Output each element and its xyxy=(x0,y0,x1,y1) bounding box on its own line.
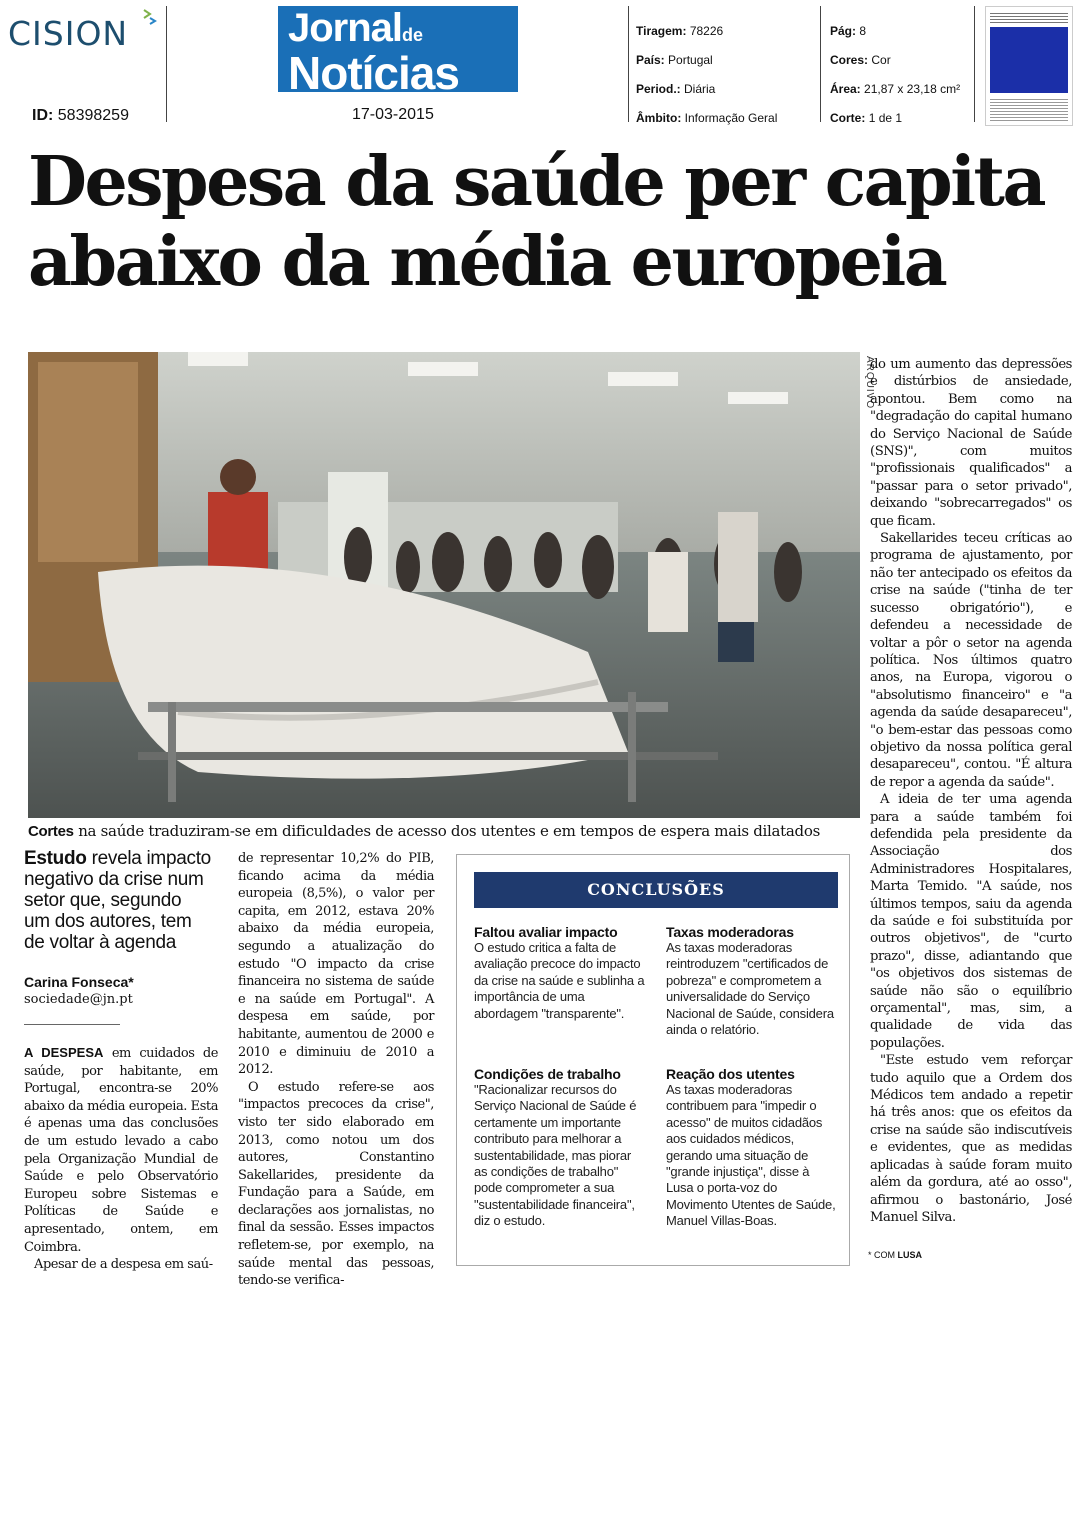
author-name: Carina Fonseca* xyxy=(24,974,134,990)
conclusion-item: Faltou avaliar impacto O estudo critica a falta de avaliação precoce do impacto da crise na saúde e sublinha a importância de uma abordagem "transparente". xyxy=(474,924,645,1021)
meta-left: Tiragem: 78226 País: Portugal Period.: Diária Âmbito: Informação Geral xyxy=(636,24,778,125)
article-column-2: de representar 10,2% do PIB, ficando acima da média europeia (8,5%), o valor per capita, em 2012, estava 20% abaixo da média europeia, segundo a atualização do estudo "O impacto da crise financeira no sistema de saúde e na saúde em Portugal". A despesa em saúde, por habitante, aumentou de 2000 e 2010 e diminuiu de 2010 a 2012. O estudo refere-se aos "impactos precoces da crise", visto ter sido elaborado em 2013, como notou um dos autores, Constantino Sakellarides, presidente da Fundação para a Saúde, em declarações aos jornalistas, no final da sessão. Esses impactos refletem-se, por exemplo, na saúde mental das pessoas, tendo-se verifica- xyxy=(238,851,434,1289)
divider xyxy=(628,6,629,122)
jornal-de-noticias-logo: Jornalde Notícias xyxy=(278,6,518,92)
author-email[interactable]: sociedade@jn.pt xyxy=(24,992,133,1007)
page-thumbnail xyxy=(985,6,1073,126)
article-column-1: A DESPESA em cuidados de saúde, por habitante, em Portugal, encontra-se 20% abaixo da média europeia. Esta é apenas uma das conclusões de um estudo levado a cabo pela Organização Mundial de Saúde e pelo Observatório Europeu sobre Sistemas e Políticas de Saúde e apresentado, ontem, em Coimbra. Apesar de a despesa em saú- xyxy=(24,1045,218,1273)
photo-caption: Cortes na saúde traduziram-se em dificuldades de acesso dos utentes e em tempos de espera mais dilatados xyxy=(28,822,820,840)
photo-credit: ARQUIVO xyxy=(864,356,875,410)
cision-mark-icon xyxy=(142,8,158,28)
hospital-waiting-room-photo xyxy=(28,352,860,818)
conclusion-item: Reação dos utentes As taxas moderadoras contribuem para "impedir o acesso" de muitos cidadãos aos cuidados médicos, gerando uma situação de "grande injustiça", disse à Lusa o porta-voz do Movimento Utentes de Saúde, Manuel Villas-Boas. xyxy=(666,1066,836,1229)
divider xyxy=(166,6,167,122)
meta-right: Pág: 8 Cores: Cor Área: 21,87 x 23,18 cm² Corte: 1 de 1 xyxy=(830,24,961,125)
sign-off: * COM LUSA xyxy=(868,1250,923,1260)
conclusion-item: Condições de trabalho "Racionalizar recursos do Serviço Nacional de Saúde é certamente um importante contributo para melhorar a sustentabilidade, mas piorar as condições de trabalho" pode comprometer a sua "sustentabilidade financeira", diz o estudo. xyxy=(474,1066,637,1229)
headline: Despesa da saúde per capita abaixo da média europeia xyxy=(28,142,1045,302)
clip-id: ID: 58398259 xyxy=(32,107,129,124)
conclusion-item: Taxas moderadoras As taxas moderadoras reintroduzem "certificados de pobreza" e comprometem a universalidade do Serviço Nacional de Saúde, considera ainda o relatório. xyxy=(666,924,834,1038)
divider xyxy=(820,6,821,122)
conclusions-title: CONCLUSÕES xyxy=(474,872,838,908)
divider xyxy=(24,1024,120,1025)
cision-logo: CISION xyxy=(8,14,129,53)
divider xyxy=(974,6,975,122)
article-column-4: do um aumento das depressões e distúrbios de ansiedade, apontou. Bem como na "degradação do capital humano do Serviço Nacional de Saúde (SNS)", com muitos "profissionais qualificados" a "passar para o setor privado", deixando "sobrecarregados" os que ficam. Sakellarides teceu críticas ao programa de ajustamento, por não ter antecipado os efeitos da crise na saúde ("tinha de ter sucesso obrigatório"), e defendeu a necessidade de voltar a pôr o setor na agenda política. Nos últimos quatro anos, na Europa, vigorou o "absolutismo financeiro" e "a agenda da saúde desapareceu", "o bem-estar das pessoas como objetivo da nossa política geral desapareceu", contou. "É altura de repor a agenda da saúde". A ideia de ter uma agenda para a saúde também foi defendida pela presidente da Associação dos Administradores Hospitalares, Marta Temido. "A saúde, nos últimos tempos, saiu da agenda da saúde e foi substituída por outros objetivos", de "curto prazo", disse, adiantando que "os objetivos dos sistemas de saúde não são o equilíbrio orçamental", mas, sim, a qualidade de vida das populações. "Este estudo vem reforçar tudo aquilo que a Ordem dos Médicos tem andado a repetir há três anos: que os efeitos da crise na saúde são indiscutíveis e evidentes, que as medidas aplicadas à saúde foram muito além da gordura, até ao osso", afirmou o bastonário, José Manuel Silva. xyxy=(870,357,1072,1225)
article-lead: Estudo revela impacto negativo da crise num setor que, segundo um dos autores, tem de voltar à agenda xyxy=(24,848,211,953)
publication-date: 17-03-2015 xyxy=(352,106,434,123)
